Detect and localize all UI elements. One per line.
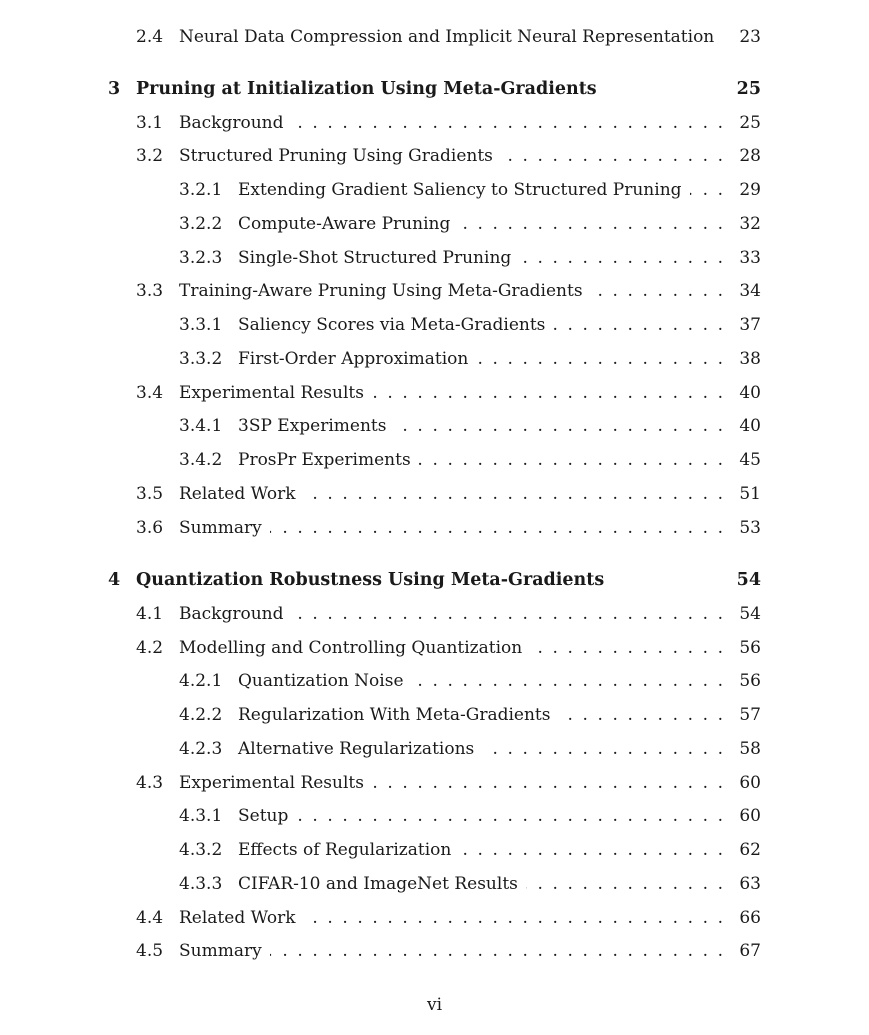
dot-leader bbox=[722, 22, 723, 52]
toc-entry-title: Extending Gradient Saliency to Structured Pruning bbox=[238, 180, 682, 200]
toc-entry-page: 67 bbox=[739, 941, 761, 961]
toc-section-entry bbox=[0, 276, 869, 306]
toc-chapter-entry bbox=[0, 74, 869, 104]
toc-entry-title: Experimental Results bbox=[179, 383, 364, 403]
toc-subsection-entry bbox=[0, 310, 869, 340]
toc-entry-page: 53 bbox=[739, 518, 761, 538]
toc-subsection-entry bbox=[0, 411, 869, 441]
toc-entry-title: Quantization Robustness Using Meta-Gradients bbox=[136, 570, 605, 590]
toc-entry-title: Quantization Noise bbox=[238, 671, 404, 691]
toc-section-entry bbox=[0, 513, 869, 543]
toc-entry-title: First-Order Approximation bbox=[238, 349, 469, 369]
toc-entry-number: 4.2.3 bbox=[179, 739, 223, 759]
toc-entry-page: 34 bbox=[739, 281, 761, 301]
toc-entry-page: 40 bbox=[739, 383, 761, 403]
toc-entry-page: 63 bbox=[739, 874, 761, 894]
toc-entry-number: 4.2.1 bbox=[179, 671, 223, 691]
toc-entry-title: Single-Shot Structured Pruning bbox=[238, 248, 512, 268]
toc-entry-title: Background bbox=[179, 604, 284, 624]
toc-entry-number: 3.2.2 bbox=[179, 214, 223, 234]
toc-entry-title: Neural Data Compression and Implicit Neural Representation bbox=[179, 27, 715, 47]
dot-leader bbox=[553, 310, 723, 340]
dot-leader bbox=[519, 243, 723, 273]
dot-leader bbox=[372, 768, 723, 798]
toc-entry-title: Summary bbox=[179, 941, 262, 961]
toc-entry-title: Experimental Results bbox=[179, 773, 364, 793]
toc-entry-page: 56 bbox=[739, 671, 761, 691]
toc-entry-number: 4.3.1 bbox=[179, 806, 223, 826]
toc-entry-title: Alternative Regularizations bbox=[238, 739, 475, 759]
toc-entry-title: Setup bbox=[238, 806, 289, 826]
toc-entry-page: 28 bbox=[739, 146, 761, 166]
toc-entry-page: 56 bbox=[739, 638, 761, 658]
toc-entry-number: 4.5 bbox=[136, 941, 164, 961]
toc-section-entry bbox=[0, 22, 869, 52]
dot-leader bbox=[412, 666, 723, 696]
toc-entry-page: 25 bbox=[736, 79, 761, 99]
dot-leader bbox=[395, 411, 723, 441]
toc-entry-page: 45 bbox=[739, 450, 761, 470]
dot-leader bbox=[304, 903, 723, 933]
toc-section-entry bbox=[0, 633, 869, 663]
toc-entry-number: 4.4 bbox=[136, 908, 164, 928]
toc-entry-number: 3.3.2 bbox=[179, 349, 223, 369]
dot-leader bbox=[296, 801, 723, 831]
toc-entry-number: 4 bbox=[108, 570, 121, 590]
dot-leader bbox=[482, 734, 723, 764]
toc-entry-title: Pruning at Initialization Using Meta-Gradients bbox=[136, 79, 597, 99]
page-number-footer: vi bbox=[426, 995, 443, 1015]
toc-entry-page: 62 bbox=[739, 840, 761, 860]
toc-entry-number: 4.1 bbox=[136, 604, 164, 624]
dot-leader bbox=[291, 599, 723, 629]
toc-entry-title: Related Work bbox=[179, 908, 296, 928]
toc-subsection-entry bbox=[0, 869, 869, 899]
dot-leader bbox=[558, 700, 723, 730]
toc-entry-title: Related Work bbox=[179, 484, 296, 504]
toc-entry-page: 32 bbox=[739, 214, 761, 234]
toc-subsection-entry bbox=[0, 801, 869, 831]
toc-entry-page: 60 bbox=[739, 806, 761, 826]
toc-subsection-entry bbox=[0, 734, 869, 764]
toc-subsection-entry bbox=[0, 666, 869, 696]
toc-entry-title: Compute-Aware Pruning bbox=[238, 214, 451, 234]
toc-section-entry bbox=[0, 936, 869, 966]
toc-entry-number: 4.3.2 bbox=[179, 840, 223, 860]
dot-leader bbox=[372, 378, 723, 408]
toc-section-entry bbox=[0, 108, 869, 138]
toc-entry-title: Summary bbox=[179, 518, 262, 538]
toc-entry-title: Structured Pruning Using Gradients bbox=[179, 146, 493, 166]
toc-entry-title: CIFAR-10 and ImageNet Results bbox=[238, 874, 518, 894]
toc-entry-page: 38 bbox=[739, 349, 761, 369]
toc-entry-page: 51 bbox=[739, 484, 761, 504]
toc-entry-number: 3.6 bbox=[136, 518, 164, 538]
toc-entry-title: Saliency Scores via Meta-Gradients bbox=[238, 315, 546, 335]
toc-entry-number: 2.4 bbox=[136, 27, 164, 47]
dot-leader bbox=[291, 108, 723, 138]
toc-chapter-entry bbox=[0, 565, 869, 595]
dot-leader bbox=[526, 869, 723, 899]
toc-entry-number: 3.2 bbox=[136, 146, 164, 166]
toc-subsection-entry bbox=[0, 700, 869, 730]
toc-entry-number: 4.3.3 bbox=[179, 874, 223, 894]
toc-entry-page: 37 bbox=[739, 315, 761, 335]
toc-entry-page: 40 bbox=[739, 416, 761, 436]
toc-entry-page: 23 bbox=[739, 27, 761, 47]
toc-entry-page: 33 bbox=[739, 248, 761, 268]
dot-leader bbox=[304, 479, 723, 509]
toc-entry-number: 3.4 bbox=[136, 383, 164, 403]
toc-entry-page: 58 bbox=[739, 739, 761, 759]
dot-leader bbox=[459, 835, 723, 865]
toc-entry-title: Effects of Regularization bbox=[238, 840, 452, 860]
toc-section-entry bbox=[0, 599, 869, 629]
dot-leader bbox=[530, 633, 723, 663]
toc-entry-number: 3.2.1 bbox=[179, 180, 223, 200]
dot-leader bbox=[476, 344, 723, 374]
toc-entry-page: 66 bbox=[739, 908, 761, 928]
dot-leader bbox=[270, 513, 723, 543]
toc-entry-title: Background bbox=[179, 113, 284, 133]
dot-leader bbox=[458, 209, 723, 239]
toc-entry-page: 29 bbox=[739, 180, 761, 200]
toc-subsection-entry bbox=[0, 209, 869, 239]
toc-section-entry bbox=[0, 141, 869, 171]
toc-entry-page: 60 bbox=[739, 773, 761, 793]
toc-entry-number: 3.2.3 bbox=[179, 248, 223, 268]
toc-entry-number: 3.4.1 bbox=[179, 416, 223, 436]
dot-leader bbox=[690, 175, 723, 205]
dot-leader bbox=[419, 445, 723, 475]
toc-section-entry bbox=[0, 903, 869, 933]
toc-entry-page: 57 bbox=[739, 705, 761, 725]
toc-subsection-entry bbox=[0, 243, 869, 273]
toc-section-entry bbox=[0, 479, 869, 509]
toc-section-entry bbox=[0, 378, 869, 408]
dot-leader bbox=[591, 276, 723, 306]
toc-entry-number: 3.3 bbox=[136, 281, 164, 301]
toc-entry-number: 3.3.1 bbox=[179, 315, 223, 335]
toc-entry-number: 3.5 bbox=[136, 484, 164, 504]
toc-section-entry bbox=[0, 768, 869, 798]
dot-leader bbox=[501, 141, 723, 171]
dot-leader bbox=[270, 936, 723, 966]
toc-entry-number: 3.4.2 bbox=[179, 450, 223, 470]
toc-entry-title: ProsPr Experiments bbox=[238, 450, 411, 470]
toc-entry-number: 4.2.2 bbox=[179, 705, 223, 725]
toc-subsection-entry bbox=[0, 445, 869, 475]
toc-entry-title: 3SP Experiments bbox=[238, 416, 387, 436]
toc-entry-number: 3.1 bbox=[136, 113, 164, 133]
toc-entry-page: 54 bbox=[736, 570, 761, 590]
toc-entry-number: 4.2 bbox=[136, 638, 164, 658]
toc-subsection-entry bbox=[0, 175, 869, 205]
toc-entry-title: Regularization With Meta-Gradients bbox=[238, 705, 551, 725]
toc-entry-title: Modelling and Controlling Quantization bbox=[179, 638, 523, 658]
toc-subsection-entry bbox=[0, 344, 869, 374]
toc-subsection-entry bbox=[0, 835, 869, 865]
toc-entry-title: Training-Aware Pruning Using Meta-Gradients bbox=[179, 281, 583, 301]
toc-entry-number: 3 bbox=[108, 79, 121, 99]
toc-entry-page: 25 bbox=[739, 113, 761, 133]
toc-entry-number: 4.3 bbox=[136, 773, 164, 793]
toc-entry-page: 54 bbox=[739, 604, 761, 624]
